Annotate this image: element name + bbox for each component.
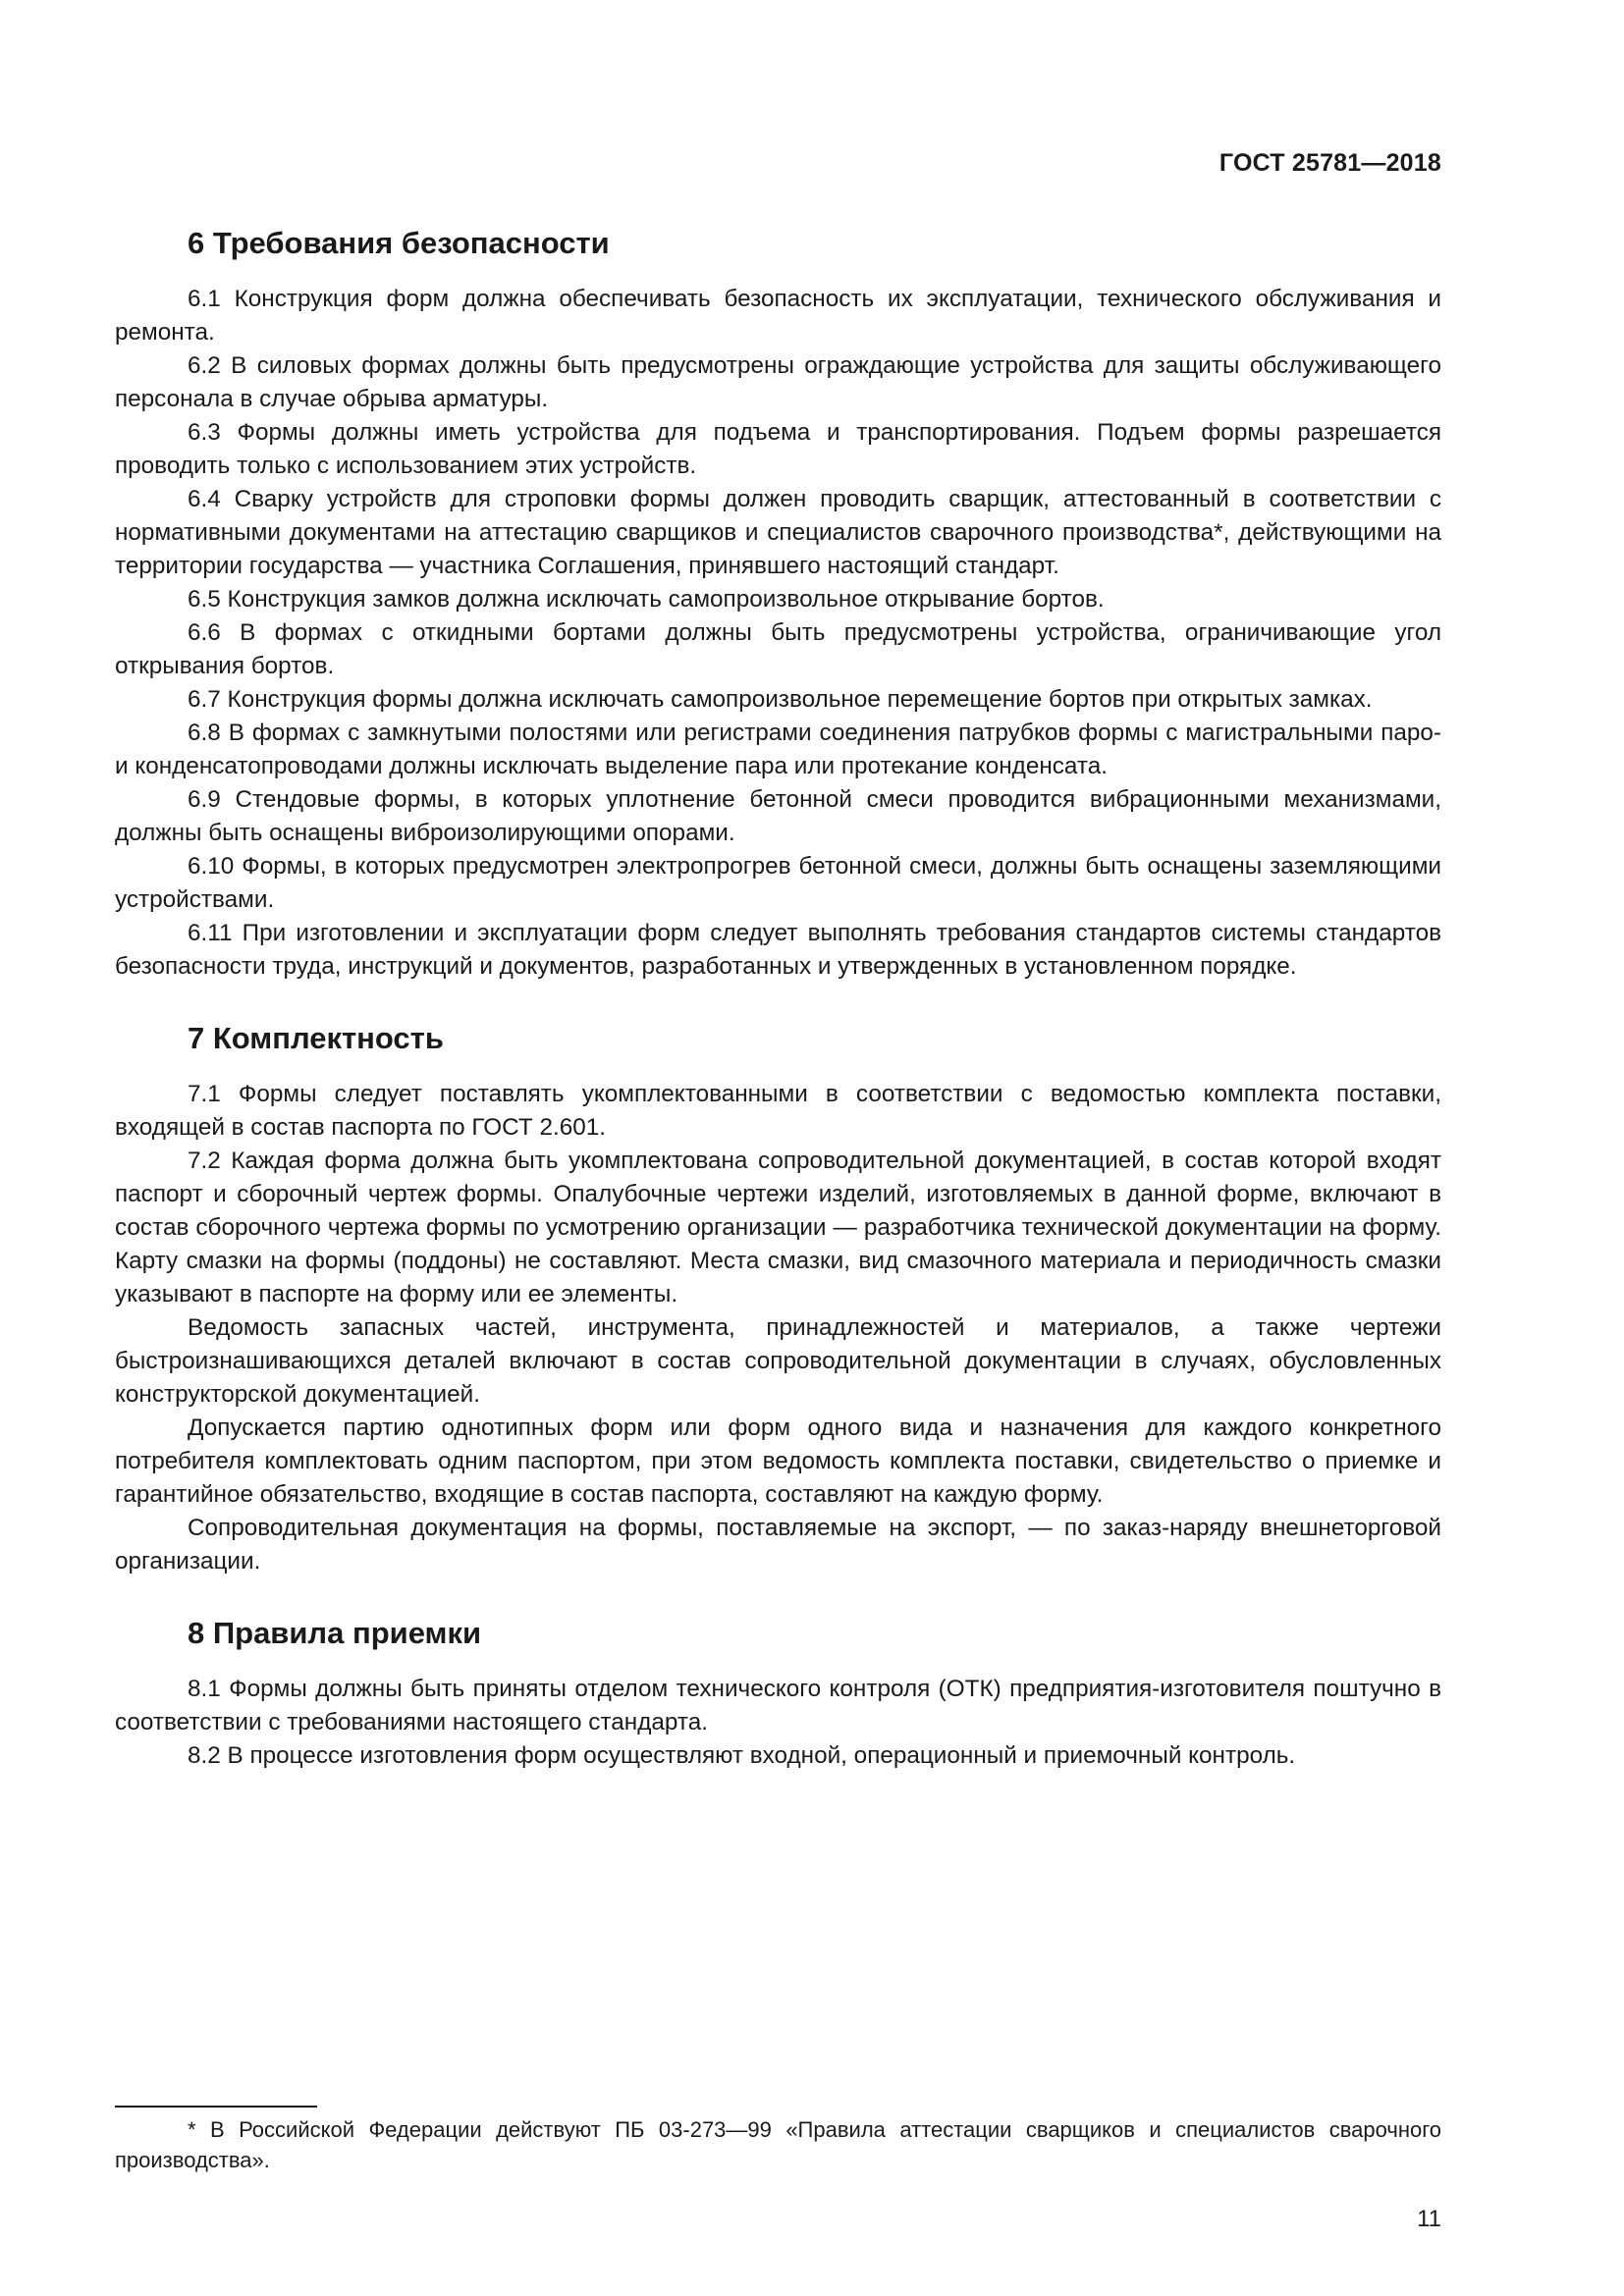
paragraph-6-11: 6.11 При изготовлении и эксплуатации форм следует выполнять требования стандартов системы стандартов безопасности труда, инструкций и документов, разработанных и утвержденных в установленном порядке. xyxy=(115,920,1441,980)
main-content xyxy=(115,224,1441,1773)
paragraph-8-1: 8.1 Формы должны быть приняты отделом технического контроля (ОТК) предприятия-изготовителя поштучно в соответствии с требованиями настоящего стандарта. xyxy=(115,1676,1441,1735)
paragraph-6-8: 6.8 В формах с замкнутыми полостями или регистрами соединения патрубков формы с магистральными паро- и конденсатопроводами должны исключать выделение пара или протекание конденсата. xyxy=(115,720,1441,779)
paragraph-7-1: 7.1 Формы следует поставлять укомплектованными в соответствии с ведомостью комплекта поставки, входящей в состав паспорта по ГОСТ 2.601. xyxy=(115,1081,1441,1141)
paragraph-6-1: 6.1 Конструкция форм должна обеспечивать безопасность их эксплуатации, технического обслуживания и ремонта. xyxy=(115,286,1441,346)
paragraph-6-5: 6.5 Конструкция замков должна исключать самопроизвольное открывание бортов. xyxy=(188,586,1105,613)
paragraph-7-2-export: Сопроводительная документация на формы, поставляемые на экспорт, — по заказ-наряду внешнеторговой организации. xyxy=(115,1515,1441,1575)
paragraph-6-9: 6.9 Стендовые формы, в которых уплотнение бетонной смеси проводится вибрационными механизмами, должны быть оснащены виброизолирующими опорами. xyxy=(115,786,1441,846)
footnote-divider xyxy=(115,2106,317,2108)
paragraph-7-2-spare-parts: Ведомость запасных частей, инструмента, принадлежностей и материалов, а также чертежи быстроизнашивающихся деталей включают в состав сопроводительной документации в случаях, обусловленных конструкторской документацией. xyxy=(115,1314,1441,1408)
paragraph-7-2-batch: Допускается партию однотипных форм или форм одного вида и назначения для каждого конкретного потребителя комплектовать одним паспортом, при этом ведомость комплекта поставки, свидетельство о приемке и гарантийное обязательство, входящие в состав паспорта, составляют на каждую форму. xyxy=(115,1415,1441,1508)
paragraph-7-2: 7.2 Каждая форма должна быть укомплектована сопроводительной документацией, в состав которой входят паспорт и сборочный чертеж формы. Опалубочные чертежи изделий, изготовляемых в данной форме, включают в состав сборочного чертежа формы по усмотрению организации — разработчика технической документации на форму. Карту смазки на формы (поддоны) не составляют. Места смазки, вид смазочного материала и периодичность смазки указывают в паспорте на форму или ее элементы. xyxy=(115,1148,1441,1308)
paragraph-6-3: 6.3 Формы должны иметь устройства для подъема и транспортирования. Подъем формы разрешается проводить только с использованием этих устройств. xyxy=(115,419,1441,479)
section-7-title: 7 Комплектность xyxy=(188,1021,444,1055)
paragraph-6-7: 6.7 Конструкция формы должна исключать самопроизвольное перемещение бортов при открытых замках. xyxy=(188,686,1373,713)
paragraph-6-4: 6.4 Сварку устройств для строповки формы должен проводить сварщик, аттестованный в соответствии с нормативными документами на аттестацию сварщиков и специалистов сварочного производства*, действующими на территории государства — участника Соглашения, принявшего настоящий стандарт. xyxy=(115,486,1441,579)
section-8-title: 8 Правила приемки xyxy=(188,1616,482,1650)
footnote: * В Российской Федерации действуют ПБ 03-273—99 «Правила аттестации сварщиков и специалистов сварочного производства». xyxy=(115,2117,1441,2172)
paragraph-6-6: 6.6 В формах с откидными бортами должны быть предусмотрены устройства, ограничивающие угол открывания бортов. xyxy=(115,619,1441,679)
document-code: ГОСТ 25781—2018 xyxy=(1218,149,1441,177)
paragraph-6-2: 6.2 В силовых формах должны быть предусмотрены ограждающие устройства для защиты обслуживающего персонала в случае обрыва арматуры. xyxy=(115,352,1441,412)
section-6-title: 6 Требования безопасности xyxy=(188,226,610,260)
paragraph-8-2: 8.2 В процессе изготовления форм осуществляют входной, операционный и приемочный контроль. xyxy=(188,1742,1296,1769)
page-number: 11 xyxy=(1417,2206,1441,2232)
paragraph-6-10: 6.10 Формы, в которых предусмотрен электропрогрев бетонной смеси, должны быть оснащены заземляющими устройствами. xyxy=(115,853,1441,913)
